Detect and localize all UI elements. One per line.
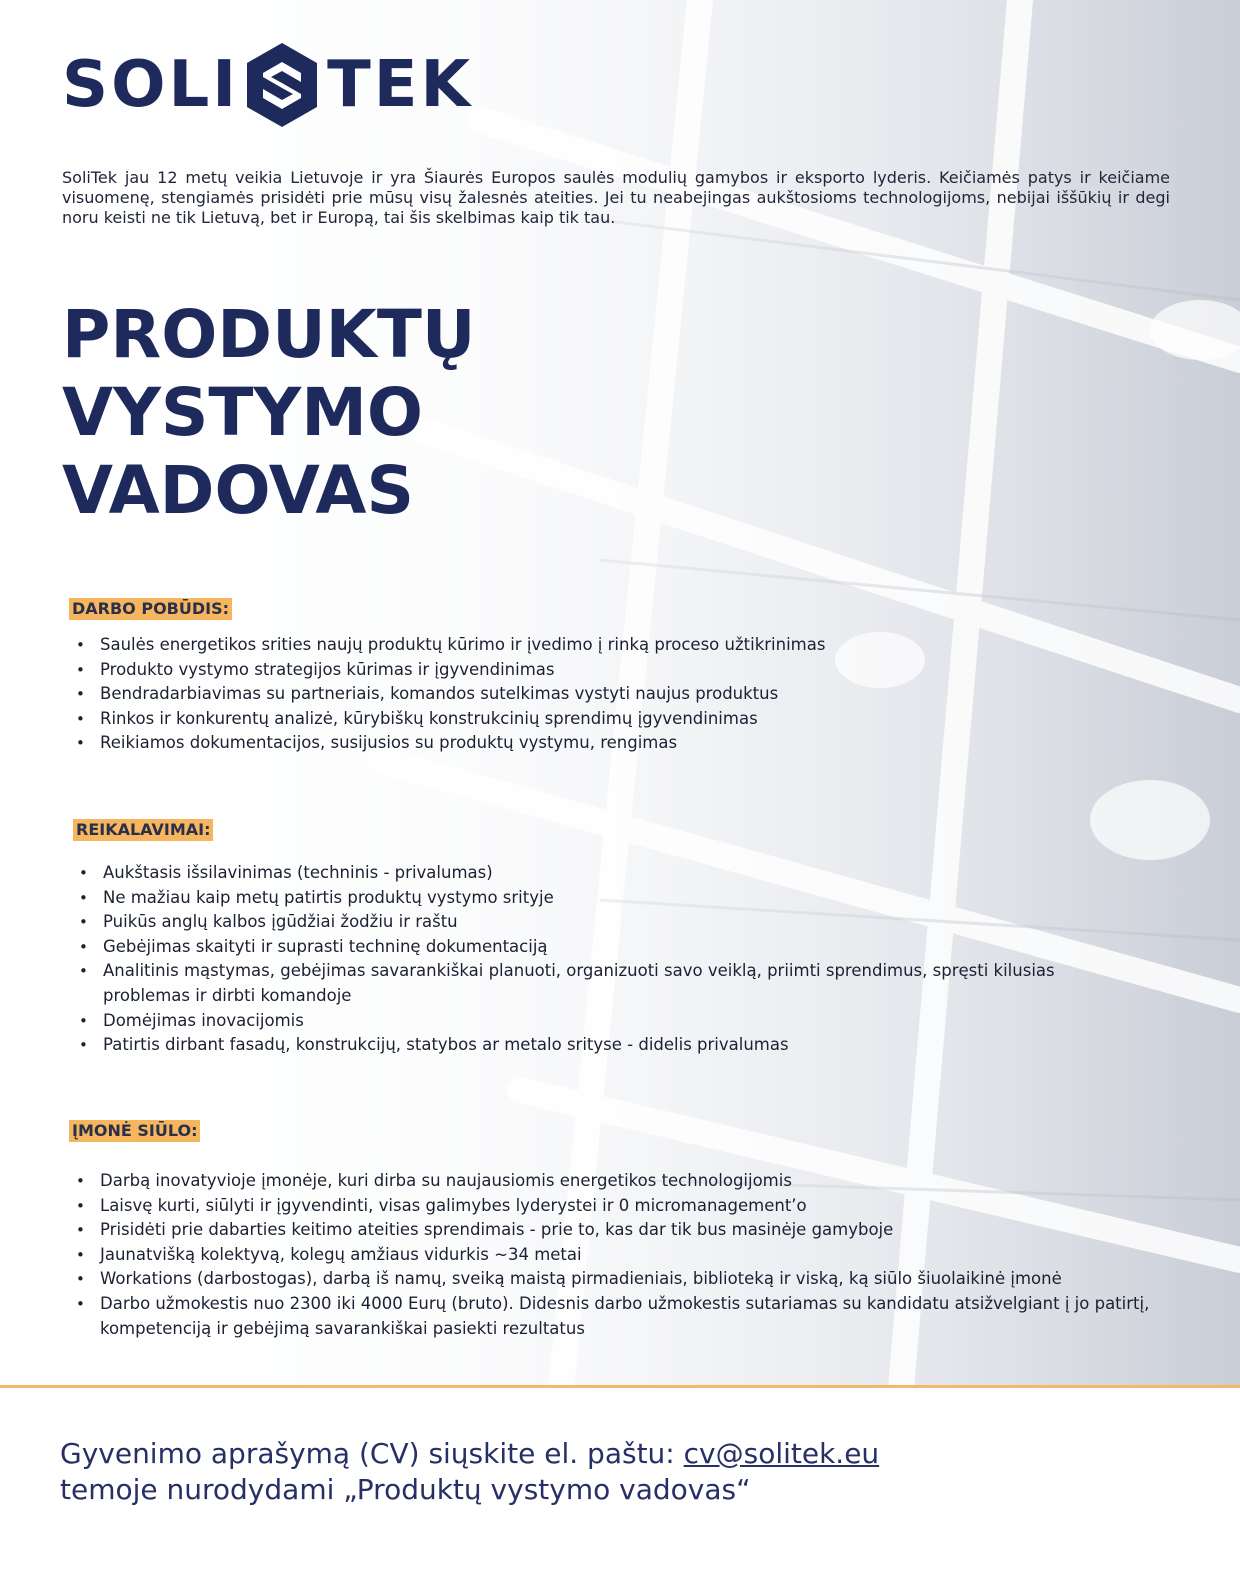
list-item: • Darbo užmokestis nuo 2300 iki 4000 Eurų (bruto). Didesnis darbo užmokestis sutariamas su kandidatu atsižvelgiant į jo patirtį, kompetenciją ir gebėjimą savarankiškai pasiekti rezultatus: [70, 1292, 1190, 1341]
job-title-line: VADOVAS: [62, 452, 415, 529]
list-item: • Laisvę kurti, siūlyti ir įgyvendinti, visas galimybes lyderystei ir 0 micromanagement’o: [70, 1194, 1190, 1219]
cta-line-1: [60, 1436, 879, 1472]
requirements-list: [73, 861, 1113, 1058]
list-item: • Reikiamos dokumentacijos, susijusios su produktų vystymu, rengimas: [70, 731, 1190, 756]
list-item: • Rinkos ir konkurentų analizė, kūrybiškų konstrukcinių sprendimų įgyvendinimas: [70, 707, 1190, 732]
offer-list: [70, 1169, 1190, 1341]
duties-list: [70, 633, 1190, 756]
list-item: • Ne mažiau kaip metų patirtis produktų vystymo srityje: [73, 886, 1113, 911]
list-item: • Gebėjimas skaityti ir suprasti techninę dokumentaciją: [73, 935, 1113, 960]
list-item: • Patirtis dirbant fasadų, konstrukcijų, statybos ar metalo srityse - didelis privalumas: [73, 1033, 1113, 1058]
job-title-line: PRODUKTŲ: [62, 296, 476, 373]
intro-paragraph: SoliTek jau 12 metų veikia Lietuvoje ir yra Šiaurės Europos saulės modulių gamybos ir eksporto lyderis. Keičiamės patys ir keičiame visuomenę, stengiamės prisidėti prie mūsų visų žalesnės ateities. Jei tu neabejingas aukštosioms technologijoms, nebijai iššūkių ir degi noru keisti ne tik Lietuvą, bet ir Europą, tai šis skelbimas kaip tik tau.: [62, 168, 1170, 227]
solitek-logo: [62, 40, 473, 130]
list-item: • Puikūs anglų kalbos įgūdžiai žodžiu ir raštu: [73, 910, 1113, 935]
section-heading-offer: ĮMONĖ SIŪLO:: [69, 1120, 200, 1142]
list-item: • Aukštasis išsilavinimas (techninis - privalumas): [73, 861, 1113, 886]
cta-text: Gyvenimo aprašymą (CV) siųskite el. paštu:: [60, 1437, 684, 1470]
list-item: • Saulės energetikos srities naujų produktų kūrimo ir įvedimo į rinką proceso užtikrinimas: [70, 633, 1190, 658]
cta-line-2: temoje nurodydami „Produktų vystymo vadovas“: [60, 1473, 751, 1506]
list-item: • Analitinis mąstymas, gebėjimas savarankiškai planuoti, organizuoti savo veiklą, priimti sprendimus, spręsti kilusias problemas ir dirbti komandoje: [73, 959, 1113, 1008]
section-heading-duties: DARBO POBŪDIS:: [69, 598, 232, 620]
list-item: • Darbą inovatyvioje įmonėje, kuri dirba su naujausiomis energetikos technologijomis: [70, 1169, 1190, 1194]
list-item: • Bendradarbiavimas su partneriais, komandos sutelkimas vystyti naujus produktus: [70, 682, 1190, 707]
logo-text-left: SOLI: [62, 48, 240, 122]
job-title-line: VYSTYMO: [62, 374, 424, 451]
list-item: • Produkto vystymo strategijos kūrimas ir įgyvendinimas: [70, 658, 1190, 683]
job-title: [62, 296, 475, 530]
footer-divider: [0, 1385, 1240, 1388]
email-link[interactable]: cv@solitek.eu: [683, 1437, 880, 1470]
list-item: • Prisidėti prie dabarties keitimo ateities sprendimais - prie to, kas dar tik bus masinėje gamyboje: [70, 1218, 1190, 1243]
list-item: • Workations (darbostogas), darbą iš namų, sveiką maistą pirmadieniais, biblioteką ir viską, ką siūlo šiuolaikinė įmonė: [70, 1267, 1190, 1292]
section-heading-requirements: REIKALAVIMAI:: [73, 819, 213, 841]
application-instructions: [60, 1436, 879, 1508]
list-item: • Jaunatvišką kolektyvą, kolegų amžiaus vidurkis ~34 metai: [70, 1243, 1190, 1268]
logo-hexagon-icon: [243, 40, 321, 130]
list-item: • Domėjimas inovacijomis: [73, 1009, 1113, 1034]
logo-text-right: TEK: [327, 48, 474, 122]
